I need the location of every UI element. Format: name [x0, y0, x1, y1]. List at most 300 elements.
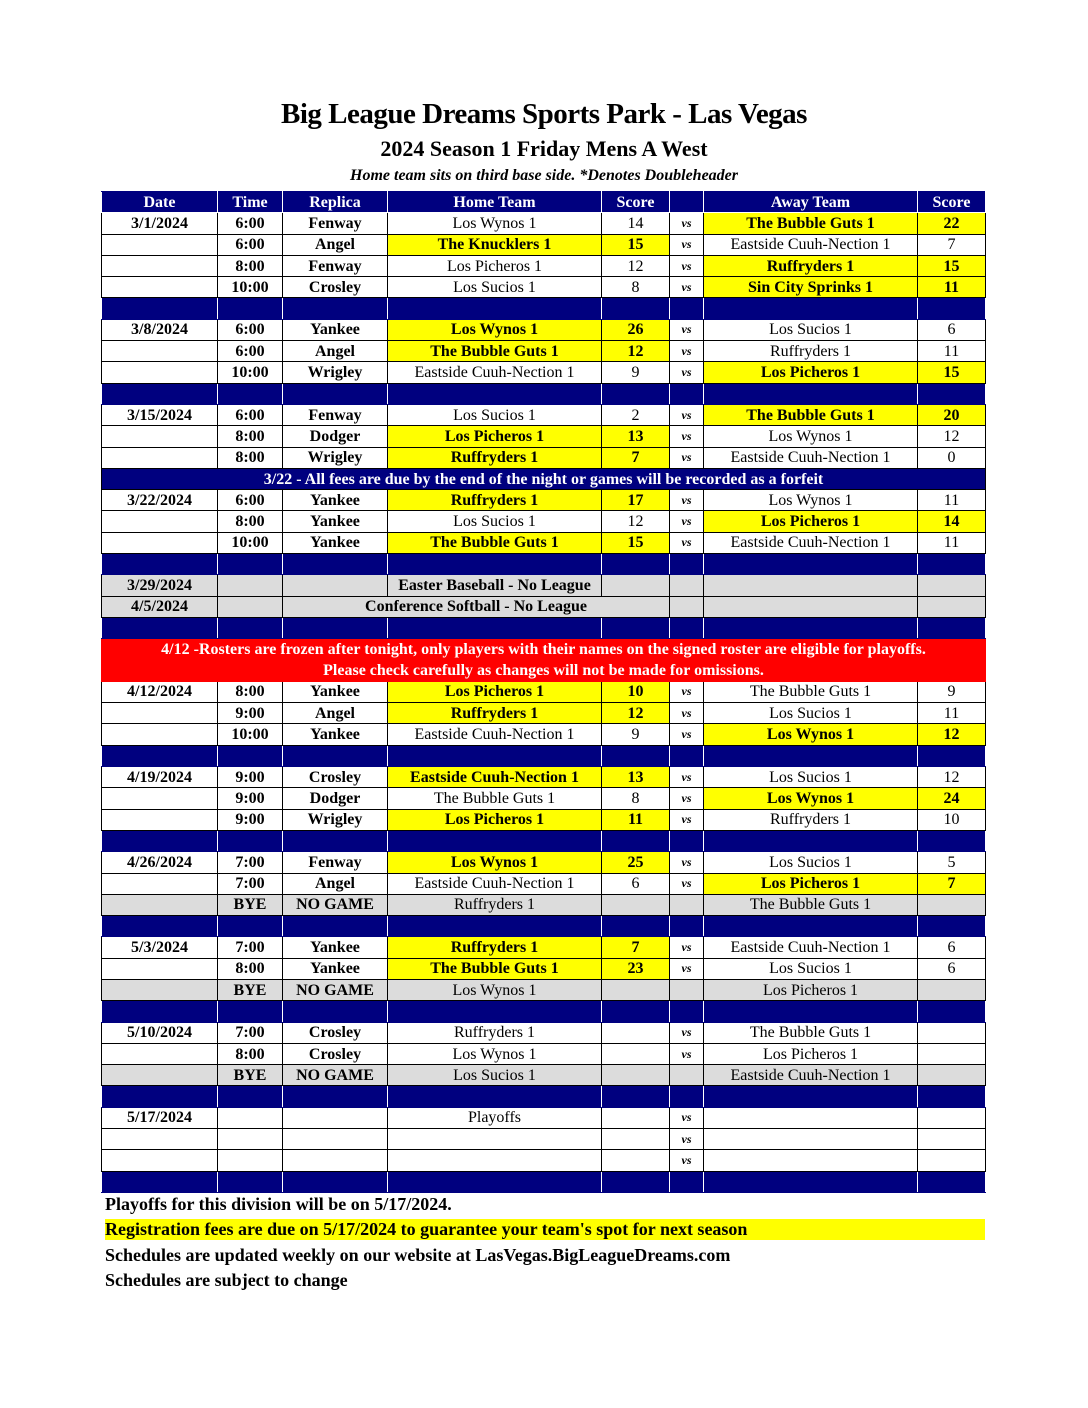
- date-cell: [102, 788, 218, 809]
- home-score: 13: [602, 426, 670, 447]
- time-cell: [218, 1129, 283, 1150]
- home-team: Ruffryders 1: [388, 447, 602, 468]
- vs-cell: [670, 596, 704, 617]
- game-row: [102, 447, 986, 468]
- away-score: 11: [918, 532, 986, 553]
- home-score: 12: [602, 511, 670, 532]
- game-row: [102, 1022, 986, 1043]
- date-cell: [102, 979, 218, 1000]
- header-vs: [670, 192, 704, 213]
- home-team: Los Picheros 1: [388, 426, 602, 447]
- home-score: 7: [602, 447, 670, 468]
- date-cell: [102, 362, 218, 383]
- away-score: 6: [918, 958, 986, 979]
- vs-label: vs: [670, 1129, 704, 1150]
- bye-away-team: Eastside Cuuh-Nection 1: [704, 1065, 918, 1086]
- away-team: [704, 1107, 918, 1128]
- away-score: 12: [918, 767, 986, 788]
- spacer-cell: [602, 1001, 670, 1022]
- no-league-text: Easter Baseball - No League: [388, 575, 602, 596]
- time-cell: BYE: [218, 979, 283, 1000]
- away-team: Eastside Cuuh-Nection 1: [704, 447, 918, 468]
- replica-field: Dodger: [283, 788, 388, 809]
- replica-field: Yankee: [283, 532, 388, 553]
- spacer-cell: [670, 1171, 704, 1192]
- home-team: Los Picheros 1: [388, 255, 602, 276]
- home-team: Eastside Cuuh-Nection 1: [388, 873, 602, 894]
- spacer-cell: [602, 1086, 670, 1107]
- replica-field: Angel: [283, 341, 388, 362]
- home-team: The Bubble Guts 1: [388, 788, 602, 809]
- no-league-row: [102, 596, 986, 617]
- time-cell: 10:00: [218, 277, 283, 298]
- replica-field: Fenway: [283, 213, 388, 234]
- replica-field: Angel: [283, 703, 388, 724]
- spacer-cell: [918, 554, 986, 575]
- away-team: Eastside Cuuh-Nection 1: [704, 532, 918, 553]
- home-team: Eastside Cuuh-Nection 1: [388, 362, 602, 383]
- spacer-cell: [388, 745, 602, 766]
- home-score: 12: [602, 255, 670, 276]
- away-team: The Bubble Guts 1: [704, 404, 918, 425]
- away-team: Los Sucios 1: [704, 319, 918, 340]
- away-score: 12: [918, 426, 986, 447]
- spacer-row: [102, 1086, 986, 1107]
- home-score: 13: [602, 767, 670, 788]
- spacer-cell: [283, 745, 388, 766]
- spacer-cell: [218, 830, 283, 851]
- away-score: 0: [918, 447, 986, 468]
- notice-row: [102, 468, 986, 489]
- spacer-cell: [704, 1086, 918, 1107]
- away-team: Eastside Cuuh-Nection 1: [704, 234, 918, 255]
- vs-cell: [670, 894, 704, 915]
- time-cell: [218, 596, 283, 617]
- date-cell: 5/17/2024: [102, 1107, 218, 1128]
- home-team: Los Wynos 1: [388, 319, 602, 340]
- game-row: [102, 767, 986, 788]
- spacer-cell: [218, 1001, 283, 1022]
- home-score: 15: [602, 532, 670, 553]
- spacer-cell: [918, 830, 986, 851]
- vs-label: vs: [670, 511, 704, 532]
- time-cell: [218, 1107, 283, 1128]
- spacer-cell: [388, 617, 602, 638]
- vs-label: vs: [670, 490, 704, 511]
- replica-field: Wrigley: [283, 447, 388, 468]
- date-cell: 5/3/2024: [102, 937, 218, 958]
- spacer-row: [102, 745, 986, 766]
- spacer-cell: [388, 554, 602, 575]
- spacer-cell: [704, 745, 918, 766]
- vs-label: vs: [670, 788, 704, 809]
- replica-cell: NO GAME: [283, 1065, 388, 1086]
- home-team: Ruffryders 1: [388, 490, 602, 511]
- away-team: Los Wynos 1: [704, 426, 918, 447]
- time-cell: 6:00: [218, 341, 283, 362]
- spacer-cell: [102, 745, 218, 766]
- spacer-cell: [704, 830, 918, 851]
- home-score: 2: [602, 404, 670, 425]
- replica-field: [283, 1129, 388, 1150]
- date-cell: 3/1/2024: [102, 213, 218, 234]
- home-team: Los Wynos 1: [388, 852, 602, 873]
- spacer-cell: [102, 554, 218, 575]
- home-score: [602, 1022, 670, 1043]
- game-row: [102, 1150, 986, 1171]
- score-cell: [602, 1065, 670, 1086]
- date-cell: [102, 894, 218, 915]
- replica-field: Yankee: [283, 724, 388, 745]
- away-team: Los Picheros 1: [704, 511, 918, 532]
- replica-field: Wrigley: [283, 362, 388, 383]
- spacer-cell: [283, 617, 388, 638]
- away-score: 11: [918, 277, 986, 298]
- home-score: 17: [602, 490, 670, 511]
- time-cell: 8:00: [218, 447, 283, 468]
- away-score: [918, 1107, 986, 1128]
- date-cell: [102, 873, 218, 894]
- away-team: Los Picheros 1: [704, 873, 918, 894]
- date-cell: [102, 1043, 218, 1064]
- home-team: The Bubble Guts 1: [388, 341, 602, 362]
- score-cell: [602, 575, 670, 596]
- date-cell: 4/19/2024: [102, 767, 218, 788]
- spacer-cell: [602, 554, 670, 575]
- game-row: [102, 809, 986, 830]
- header-replica: Replica: [283, 192, 388, 213]
- spacer-cell: [388, 1001, 602, 1022]
- game-row: [102, 1129, 986, 1150]
- away-team: The Bubble Guts 1: [704, 681, 918, 702]
- vs-label: vs: [670, 532, 704, 553]
- away-score: 15: [918, 255, 986, 276]
- score-cell: [918, 894, 986, 915]
- vs-cell: [670, 979, 704, 1000]
- home-score: 12: [602, 341, 670, 362]
- spacer-cell: [704, 383, 918, 404]
- home-score: 15: [602, 234, 670, 255]
- schedule-table: [101, 191, 986, 1193]
- home-team: Los Picheros 1: [388, 681, 602, 702]
- replica-field: Yankee: [283, 937, 388, 958]
- spacer-cell: [918, 298, 986, 319]
- replica-cell: [283, 575, 388, 596]
- time-cell: 6:00: [218, 404, 283, 425]
- time-cell: 7:00: [218, 873, 283, 894]
- header-date: Date: [102, 192, 218, 213]
- spacer-cell: [704, 617, 918, 638]
- spacer-cell: [388, 916, 602, 937]
- spacer-cell: [670, 830, 704, 851]
- spacer-cell: [218, 617, 283, 638]
- away-score: 20: [918, 404, 986, 425]
- home-score: 11: [602, 809, 670, 830]
- spacer-cell: [283, 1086, 388, 1107]
- date-cell: [102, 341, 218, 362]
- away-team: The Bubble Guts 1: [704, 1022, 918, 1043]
- home-team: Ruffryders 1: [388, 937, 602, 958]
- spacer-cell: [102, 617, 218, 638]
- vs-label: vs: [670, 767, 704, 788]
- header-away-team: Away Team: [704, 192, 918, 213]
- replica-field: Yankee: [283, 319, 388, 340]
- spacer-cell: [670, 383, 704, 404]
- away-score: 11: [918, 703, 986, 724]
- vs-label: vs: [670, 341, 704, 362]
- spacer-cell: [102, 1086, 218, 1107]
- spacer-cell: [283, 1171, 388, 1192]
- bye-home-team: Los Wynos 1: [388, 979, 602, 1000]
- game-row: [102, 788, 986, 809]
- time-cell: 8:00: [218, 1043, 283, 1064]
- replica-field: Crosley: [283, 767, 388, 788]
- game-row: [102, 341, 986, 362]
- home-score: 12: [602, 703, 670, 724]
- home-score: 14: [602, 213, 670, 234]
- date-cell: [102, 809, 218, 830]
- bye-row: [102, 1065, 986, 1086]
- date-cell: [102, 703, 218, 724]
- spacer-cell: [283, 383, 388, 404]
- date-cell: 3/15/2024: [102, 404, 218, 425]
- vs-label: vs: [670, 277, 704, 298]
- date-cell: [102, 1150, 218, 1171]
- spacer-cell: [704, 298, 918, 319]
- bye-row: [102, 894, 986, 915]
- spacer-cell: [102, 830, 218, 851]
- spacer-cell: [918, 1086, 986, 1107]
- away-team: Los Wynos 1: [704, 490, 918, 511]
- home-team: Eastside Cuuh-Nection 1: [388, 724, 602, 745]
- vs-label: vs: [670, 362, 704, 383]
- vs-label: vs: [670, 213, 704, 234]
- spacer-cell: [102, 1001, 218, 1022]
- home-team: Ruffryders 1: [388, 1022, 602, 1043]
- spacer-cell: [283, 830, 388, 851]
- game-row: [102, 937, 986, 958]
- spacer-row: [102, 1171, 986, 1192]
- seating-note: Home team sits on third base side. *Denotes Doubleheader: [350, 167, 738, 184]
- away-score: [918, 1150, 986, 1171]
- replica-cell: NO GAME: [283, 894, 388, 915]
- spacer-cell: [704, 1001, 918, 1022]
- spacer-row: [102, 916, 986, 937]
- time-cell: 6:00: [218, 490, 283, 511]
- footer-change-notice: Schedules are subject to change: [105, 1270, 348, 1290]
- footer-website: Schedules are updated weekly on our website at LasVegas.BigLeagueDreams.com: [105, 1245, 731, 1265]
- bye-row: [102, 979, 986, 1000]
- date-cell: [102, 1129, 218, 1150]
- score-cell: [918, 596, 986, 617]
- date-cell: 4/5/2024: [102, 596, 218, 617]
- away-team: [704, 1150, 918, 1171]
- spacer-row: [102, 298, 986, 319]
- time-cell: [218, 1150, 283, 1171]
- time-cell: BYE: [218, 894, 283, 915]
- vs-label: vs: [670, 852, 704, 873]
- away-team: Los Wynos 1: [704, 724, 918, 745]
- away-score: [918, 1043, 986, 1064]
- replica-field: [283, 1150, 388, 1171]
- header-row: [102, 192, 986, 213]
- vs-label: vs: [670, 937, 704, 958]
- away-team: Los Picheros 1: [704, 362, 918, 383]
- date-cell: [102, 277, 218, 298]
- date-cell: [102, 426, 218, 447]
- date-cell: 5/10/2024: [102, 1022, 218, 1043]
- date-cell: 4/26/2024: [102, 852, 218, 873]
- replica-field: Angel: [283, 873, 388, 894]
- away-score: [918, 1129, 986, 1150]
- away-score: 14: [918, 511, 986, 532]
- replica-field: Crosley: [283, 1043, 388, 1064]
- spacer-cell: [602, 383, 670, 404]
- spacer-cell: [388, 1086, 602, 1107]
- home-team: Los Wynos 1: [388, 1043, 602, 1064]
- date-cell: [102, 1065, 218, 1086]
- game-row: [102, 852, 986, 873]
- header-away-score: Score: [918, 192, 986, 213]
- spacer-cell: [602, 916, 670, 937]
- away-score: [918, 1022, 986, 1043]
- game-row: [102, 213, 986, 234]
- away-score: 7: [918, 873, 986, 894]
- replica-field: Angel: [283, 234, 388, 255]
- spacer-cell: [102, 1171, 218, 1192]
- header-time: Time: [218, 192, 283, 213]
- home-score: 9: [602, 362, 670, 383]
- vs-label: vs: [670, 255, 704, 276]
- time-cell: 8:00: [218, 426, 283, 447]
- replica-field: Yankee: [283, 681, 388, 702]
- vs-label: vs: [670, 234, 704, 255]
- spacer-cell: [388, 383, 602, 404]
- game-row: [102, 873, 986, 894]
- game-row: [102, 234, 986, 255]
- time-cell: 7:00: [218, 852, 283, 873]
- home-team: Playoffs: [388, 1107, 602, 1128]
- away-score: 24: [918, 788, 986, 809]
- spacer-cell: [704, 554, 918, 575]
- game-row: [102, 490, 986, 511]
- spacer-row: [102, 617, 986, 638]
- game-row: [102, 277, 986, 298]
- time-cell: 9:00: [218, 809, 283, 830]
- spacer-cell: [283, 916, 388, 937]
- game-row: [102, 703, 986, 724]
- game-row: [102, 319, 986, 340]
- alert-row: [102, 660, 986, 681]
- spacer-cell: [602, 298, 670, 319]
- home-score: [602, 1043, 670, 1064]
- score-cell: [918, 979, 986, 1000]
- away-team: Ruffryders 1: [704, 341, 918, 362]
- date-cell: [102, 234, 218, 255]
- spacer-cell: [283, 298, 388, 319]
- time-cell: 8:00: [218, 511, 283, 532]
- score-cell: [918, 575, 986, 596]
- home-score: [602, 1129, 670, 1150]
- spacer-cell: [602, 745, 670, 766]
- spacer-cell: [388, 830, 602, 851]
- spacer-cell: [283, 554, 388, 575]
- vs-label: vs: [670, 1150, 704, 1171]
- time-cell: 8:00: [218, 255, 283, 276]
- page-subtitle: 2024 Season 1 Friday Mens A West: [380, 136, 708, 161]
- home-team: Los Sucios 1: [388, 404, 602, 425]
- away-team: Ruffryders 1: [704, 255, 918, 276]
- spacer-cell: [670, 1001, 704, 1022]
- time-cell: 9:00: [218, 767, 283, 788]
- date-cell: [102, 724, 218, 745]
- spacer-row: [102, 554, 986, 575]
- replica-field: Crosley: [283, 277, 388, 298]
- time-cell: 10:00: [218, 532, 283, 553]
- page-title: Big League Dreams Sports Park - Las Vegas: [281, 98, 807, 130]
- game-row: [102, 681, 986, 702]
- home-score: 6: [602, 873, 670, 894]
- home-team: [388, 1129, 602, 1150]
- spacer-cell: [218, 1171, 283, 1192]
- game-row: [102, 1043, 986, 1064]
- game-row: [102, 958, 986, 979]
- header-home-team: Home Team: [388, 192, 602, 213]
- spacer-cell: [218, 916, 283, 937]
- time-cell: 7:00: [218, 937, 283, 958]
- away-team: [704, 1129, 918, 1150]
- time-cell: 6:00: [218, 234, 283, 255]
- home-score: [602, 1107, 670, 1128]
- away-score: 9: [918, 681, 986, 702]
- spacer-cell: [102, 916, 218, 937]
- away-score: 6: [918, 319, 986, 340]
- spacer-cell: [218, 554, 283, 575]
- game-row: [102, 426, 986, 447]
- game-row: [102, 255, 986, 276]
- game-row: [102, 362, 986, 383]
- spacer-cell: [670, 745, 704, 766]
- replica-field: Fenway: [283, 404, 388, 425]
- away-team: Los Picheros 1: [704, 1043, 918, 1064]
- home-team: The Bubble Guts 1: [388, 958, 602, 979]
- spacer-cell: [670, 298, 704, 319]
- spacer-row: [102, 383, 986, 404]
- no-league-text: Conference Softball - No League: [283, 596, 670, 617]
- home-score: [602, 1150, 670, 1171]
- time-cell: 8:00: [218, 958, 283, 979]
- home-score: 8: [602, 788, 670, 809]
- away-score: 12: [918, 724, 986, 745]
- vs-label: vs: [670, 447, 704, 468]
- vs-label: vs: [670, 681, 704, 702]
- away-cell: [704, 596, 918, 617]
- date-cell: [102, 447, 218, 468]
- replica-field: Yankee: [283, 490, 388, 511]
- vs-label: vs: [670, 1043, 704, 1064]
- bye-home-team: Los Sucios 1: [388, 1065, 602, 1086]
- date-cell: [102, 255, 218, 276]
- vs-cell: [670, 575, 704, 596]
- vs-label: vs: [670, 724, 704, 745]
- score-cell: [602, 894, 670, 915]
- home-score: 8: [602, 277, 670, 298]
- spacer-cell: [918, 745, 986, 766]
- date-cell: 3/8/2024: [102, 319, 218, 340]
- time-cell: 7:00: [218, 1022, 283, 1043]
- footer-registration: Registration fees are due on 5/17/2024 to guarantee your team's spot for next season: [105, 1219, 985, 1240]
- spacer-cell: [670, 554, 704, 575]
